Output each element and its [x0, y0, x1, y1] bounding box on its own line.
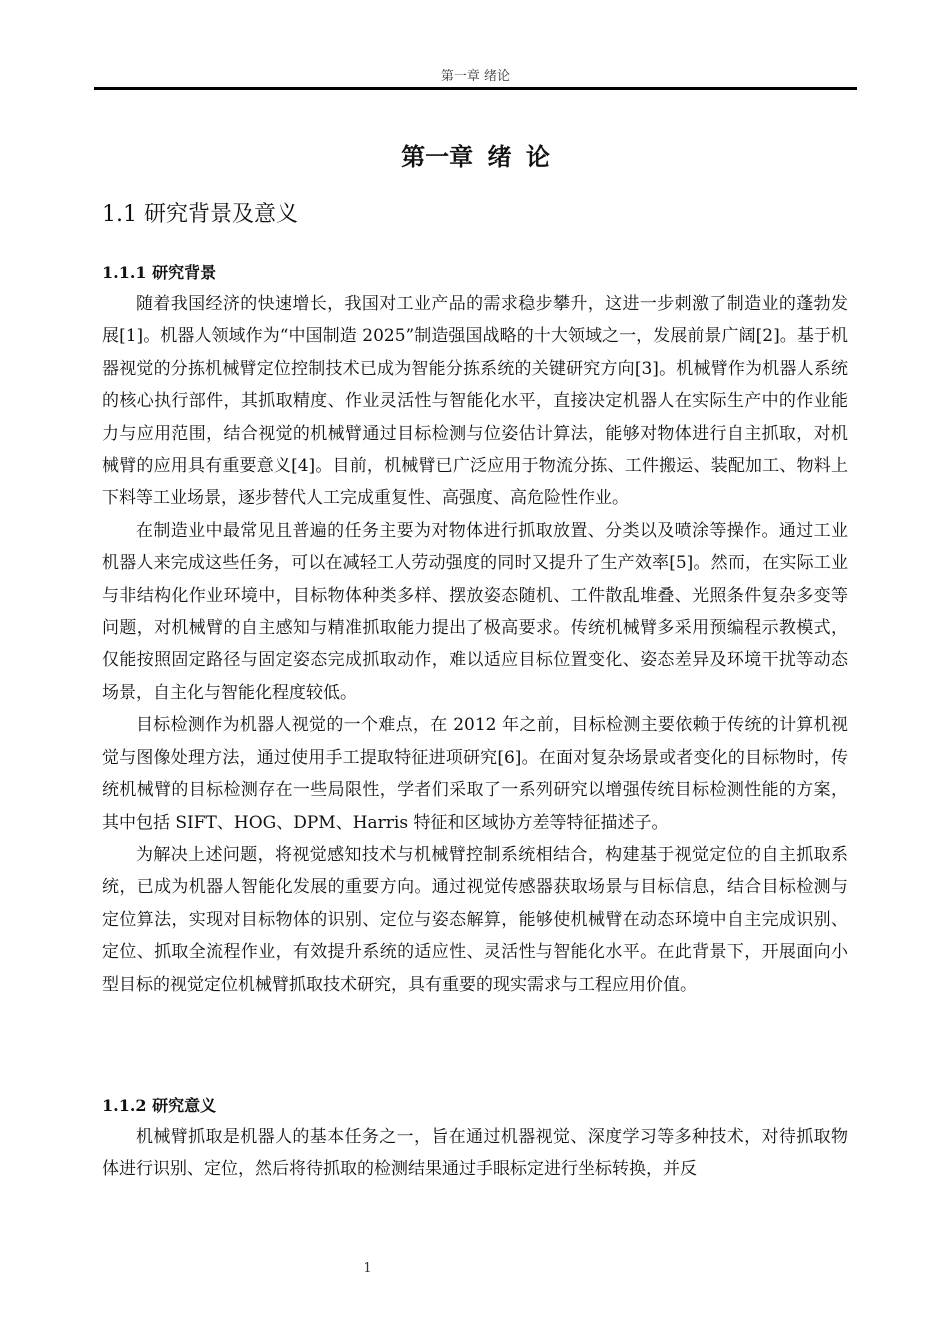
- paragraph: 随着我国经济的快速增长，我国对工业产品的需求稳步攀升，这进一步刺激了制造业的蓬勃发展[1]。机器人领域作为“中国制造 2025”制造强国战略的十大领域之一，发展前景广阔[2]。基于机器视觉的分拣机械臂定位控制技术已成为智能分拣系统的关键研究方向[3]。机械臂作为机器人系统的核心执行部件，其抓取精度、作业灵活性与智能化水平，直接决定机器人在实际生产中的作业能力与应用范围，结合视觉的机械臂通过目标检测与位姿估计算法，能够对物体进行自主抓取，对机械臂的应用具有重要意义[4]。目前，机械臂已广泛应用于物流分拣、工件搬运、装配加工、物料上下料等工业场景，逐步替代人工完成重复性、高强度、高危险性作业。: [102, 294, 848, 509]
- section-title: 1.1 研究背景及意义: [102, 202, 298, 227]
- page-number: 1: [363, 1261, 372, 1276]
- background-body: [102, 288, 848, 1001]
- paragraph: 目标检测作为机器人视觉的一个难点，在 2012 年之前，目标检测主要依赖于传统的计算机视觉与图像处理方法，通过使用手工提取特征进项研究[6]。在面对复杂场景或者变化的目标物时，传统机械臂的目标检测存在一些局限性，学者们采取了一系列研究以增强传统目标检测性能的方案，其中包括 SIFT、HOG、DPM、Harris 特征和区域协方差等特征描述子。: [102, 715, 848, 833]
- paragraph: 机械臂抓取是机器人的基本任务之一，旨在通过机器视觉、深度学习等多种技术，对待抓取物体进行识别、定位，然后将待抓取的检测结果通过手眼标定进行坐标转换，并反: [102, 1127, 848, 1180]
- running-header: 第一章 绪论: [440, 69, 511, 84]
- paragraph: 在制造业中最常见且普遍的任务主要为对物体进行抓取放置、分类以及喷涂等操作。通过工业机器人来完成这些任务，可以在减轻工人劳动强度的同时又提升了生产效率[5]。然而，在实际工业与非结构化作业环境中，目标物体种类多样、摆放姿态随机、工件散乱堆叠、光照条件复杂多变等问题，对机械臂的自主感知与精准抓取能力提出了极高要求。传统机械臂多采用预编程示教模式，仅能按照固定路径与固定姿态完成抓取动作，难以适应目标位置变化、姿态差异及环境干扰等动态场景，自主化与智能化程度较低。: [102, 520, 848, 703]
- chapter-title: 第一章 绪 论: [401, 142, 550, 171]
- subsection-heading-background: 1.1.1 研究背景: [102, 263, 217, 282]
- significance-body: [102, 1121, 848, 1186]
- subsection-heading-significance: 1.1.2 研究意义: [102, 1096, 217, 1115]
- paragraph: 为解决上述问题，将视觉感知技术与机械臂控制系统相结合，构建基于视觉定位的自主抓取系统，已成为机器人智能化发展的重要方向。通过视觉传感器获取场景与目标信息，结合目标检测与定位算法，实现对目标物体的识别、定位与姿态解算，能够使机械臂在动态环境中自主完成识别、定位、抓取全流程作业，有效提升系统的适应性、灵活性与智能化水平。在此背景下，开展面向小型目标的视觉定位机械臂抓取技术研究，具有重要的现实需求与工程应用价值。: [102, 844, 848, 995]
- header-rule: [94, 87, 857, 90]
